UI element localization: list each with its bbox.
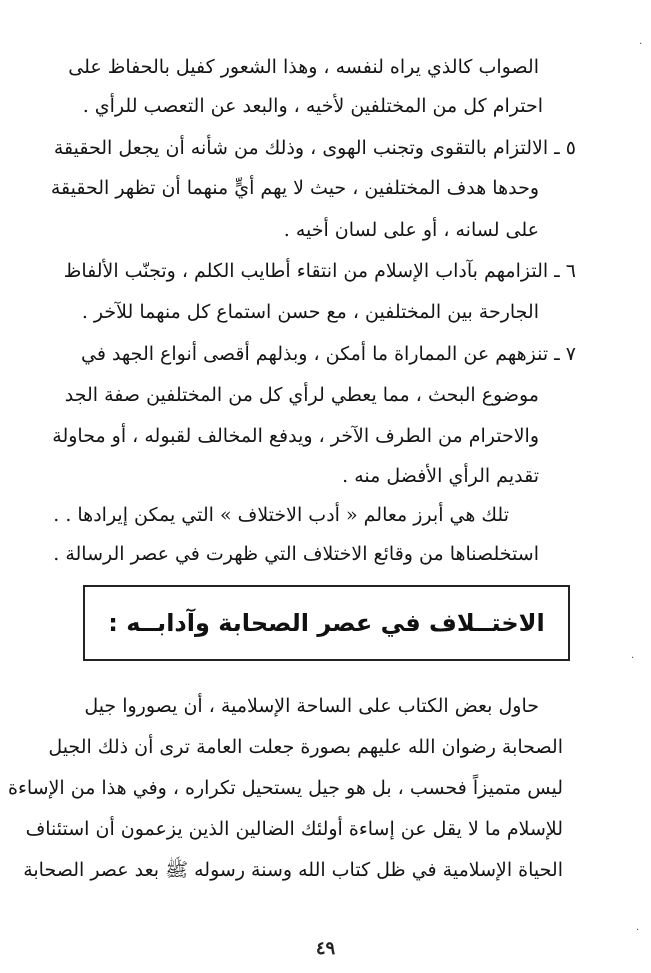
text-line: للإسلام ما لا يقل عن إساءة أولئك الضالين الذين يزعمون أن استئناف bbox=[25, 818, 563, 840]
scan-mark: . bbox=[631, 650, 635, 661]
text-line: والاحترام من الطرف الآخر ، ويدفع المخالف لقبوله ، أو محاولة bbox=[52, 425, 539, 447]
list-item-5: ٥ ـ الالتزام بالتقوى وتجنب الهوى ، وذلك من شأنه أن يجعل الحقيقة bbox=[53, 137, 576, 159]
page-number: ٤٩ bbox=[315, 938, 336, 959]
text-line: تقديم الرأي الأفضل منه . bbox=[342, 465, 539, 487]
text-line: تلك هي أبرز معالم « أدب الاختلاف » التي يمكن إيرادها . . bbox=[53, 504, 509, 526]
text-line: على لسانه ، أو على لسان أخيه . bbox=[283, 219, 539, 241]
text-line: ليس متميزاً فحسب ، بل هو جيل يستحيل تكراره ، وفي هذا من الإساءة bbox=[8, 777, 563, 799]
text-line: موضوع البحث ، مما يعطي لرأي كل من المختلفين صفة الجد bbox=[64, 384, 539, 406]
text-line: الصواب كالذي يراه لنفسه ، وهذا الشعور كفيل بالحفاظ على bbox=[68, 56, 539, 78]
text-line: الجارحة بين المختلفين ، مع حسن استماع كل منهما للآخر . bbox=[81, 301, 539, 323]
text-line: احترام كل من المختلفين لأخيه ، والبعد عن التعصب للرأي . bbox=[82, 95, 543, 117]
text-line: الحياة الإسلامية في ظل كتاب الله وسنة رسوله ﷺ بعد عصر الصحابة bbox=[23, 859, 563, 881]
scan-mark: . bbox=[636, 922, 640, 933]
section-title: الاختــلاف في عصر الصحابة وآدابــه : bbox=[108, 609, 545, 637]
text-line: الصحابة رضوان الله عليهم بصورة جعلت العامة ترى أن ذلك الجيل bbox=[48, 736, 563, 758]
section-title-box bbox=[83, 585, 570, 661]
text-line: حاول بعض الكتاب على الساحة الإسلامية ، أن يصوروا جيل bbox=[84, 695, 539, 717]
text-line: استخلصناها من وقائع الاختلاف التي ظهرت في عصر الرسالة . bbox=[53, 543, 539, 565]
list-item-6: ٦ ـ التزامهم بآداب الإسلام من انتقاء أطايب الكلم ، وتجنّب الألفاظ bbox=[63, 260, 576, 282]
scan-mark: . bbox=[639, 36, 643, 47]
text-line: وحدها هدف المختلفين ، حيث لا يهم أيٍّ منهما أن تظهر الحقيقة bbox=[50, 177, 539, 199]
list-item-7: ٧ ـ تنزههم عن المماراة ما أمكن ، وبذلهم أقصى أنواع الجهد في bbox=[80, 343, 576, 365]
